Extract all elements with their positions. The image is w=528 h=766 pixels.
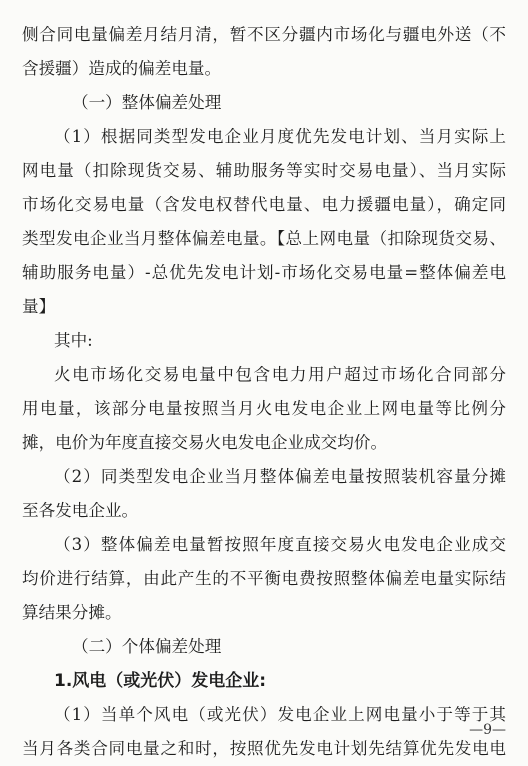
- body-line: 市场化交易电量（含发电权替代电量、电力援疆电量），确定同: [22, 195, 506, 214]
- body-line: 类型发电企业当月整体偏差电量。【总上网电量（扣除现货交易、: [22, 229, 506, 248]
- body-line: 其中:: [54, 331, 93, 350]
- body-line: 网电量（扣除现货交易、辅助服务等实时交易电量）、当月实际: [22, 161, 506, 180]
- body-line: 均价进行结算，由此产生的不平衡电费按照整体偏差电量实际结: [22, 569, 506, 588]
- page-number: —9—: [469, 722, 506, 738]
- body-line: 摊，电价为年度直接交易火电发电企业成交均价。: [22, 433, 388, 452]
- body-line: 用电量，该部分电量按照当月火电发电企业上网电量等比例分: [22, 399, 506, 418]
- section-heading: （一）整体偏差处理: [72, 93, 222, 112]
- body-line: 当月各类合同电量之和时，按照优先发电计划先结算优先发电电: [22, 739, 506, 758]
- body-line: （1）根据同类型发电企业月度优先发电计划、当月实际上: [54, 127, 506, 146]
- body-line: 量】: [22, 297, 56, 316]
- body-line: （2）同类型发电企业当月整体偏差电量按照装机容量分摊: [54, 467, 506, 486]
- body-line: （3）整体偏差电量暂按照年度直接交易火电发电企业成交: [54, 535, 506, 554]
- body-line: 侧合同电量偏差月结月清，暂不区分疆内市场化与疆电外送（不: [22, 25, 506, 44]
- body-line: 含援疆）造成的偏差电量。: [22, 59, 222, 78]
- body-line: （1）当单个风电（或光伏）发电企业上网电量小于等于其: [54, 705, 506, 724]
- body-line: 辅助服务电量）-总优先发电计划-市场化交易电量=整体偏差电: [22, 263, 506, 282]
- body-line: 至各发电企业。: [22, 501, 139, 520]
- body-line: 火电市场化交易电量中包含电力用户超过市场化合同部分: [54, 365, 506, 384]
- body-line: 算结果分摊。: [22, 603, 122, 622]
- subsection-heading: 1.风电（或光伏）发电企业:: [54, 671, 267, 691]
- section-heading: （二）个体偏差处理: [72, 637, 222, 656]
